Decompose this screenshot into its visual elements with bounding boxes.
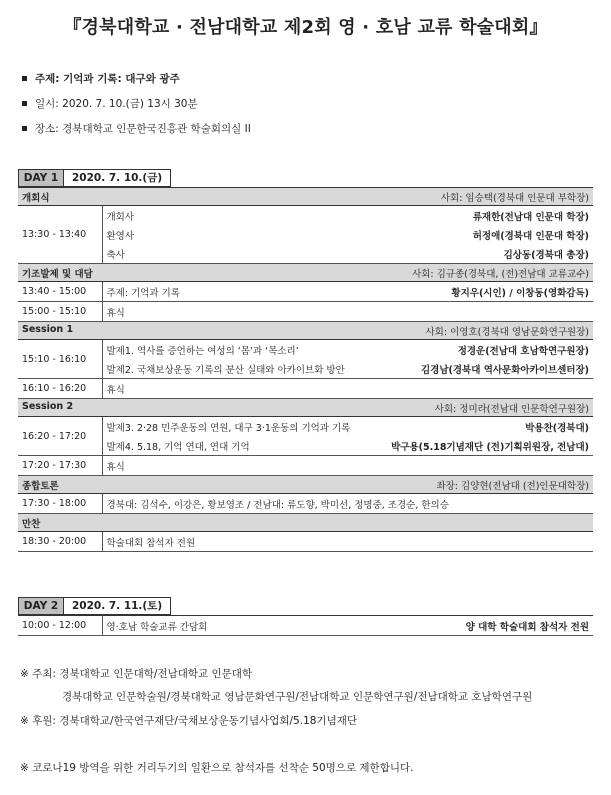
table-row: 18:30 - 20:00 학술대회 참석자 전원 xyxy=(18,532,593,552)
table-row: 17:30 - 18:00 경북대: 김석수, 이강은, 황보영조 / 전남대: 류도향, 박미선, 정명중, 조경순, 한의승 xyxy=(18,494,593,514)
table-row: 13:40 - 15:00 주제: 기억과 기록 황지우(시인) / 이창동(영화감독) xyxy=(18,282,593,302)
table-row: 16:20 - 17:20 발제3. 2·28 민주운동의 연원, 대구 3·1운동의 기억과 기록 박용찬(경북대) xyxy=(18,417,593,437)
table-row: 13:30 - 13:40 개회사 류재한(전남대 인문대 학장) xyxy=(18,206,593,226)
day-date: 2020. 7. 10.(금) xyxy=(72,172,163,184)
sponsor-note: ※ 후원: 경북대학교/한국연구재단/국채보상운동기념사업회/5.18기념재단 xyxy=(20,715,358,727)
info-topic: 주제: 기억과 기록: 대구와 광주 xyxy=(22,71,180,86)
day1-schedule-table xyxy=(18,187,593,552)
table-row: 16:10 - 16:20 휴식 xyxy=(18,379,593,399)
day-label: DAY 2 xyxy=(19,598,64,614)
table-row: 15:10 - 16:10 발제1. 역사를 증언하는 여성의 ‘몸’과 ‘목소리’ 정경운(전남대 호남학연구원장) xyxy=(18,340,593,360)
table-row: 축사 김상동(경북대 총장) xyxy=(18,244,593,264)
info-date: 일시: 2020. 7. 10.(금) 13시 30분 xyxy=(22,96,198,111)
organizer-note: ※ 주최: 경북대학교 인문대학/전남대학교 인문대학 xyxy=(20,668,253,680)
square-bullet-icon xyxy=(22,101,27,106)
section-opening: 개회식 사회: 임승택(경북대 인문대 부학장) xyxy=(18,188,593,206)
square-bullet-icon xyxy=(22,126,27,131)
day-date: 2020. 7. 11.(토) xyxy=(72,600,163,612)
table-row: 17:20 - 17:30 휴식 xyxy=(18,456,593,476)
table-row: 10:00 - 12:00 영·호남 학술교류 간담회 양 대학 학술대회 참석자 전원 xyxy=(18,616,593,636)
day2-schedule-table xyxy=(18,615,593,636)
section-session-1: Session 1 사회: 이영호(경북대 영남문화연구원장) xyxy=(18,322,593,340)
square-bullet-icon xyxy=(22,76,27,81)
section-session-2: Session 2 사회: 정미라(전남대 인문학연구원장) xyxy=(18,399,593,417)
day2-header xyxy=(18,597,171,615)
day1-header xyxy=(18,169,171,187)
table-row: 환영사 허정애(경북대 인문대 학장) xyxy=(106,230,589,242)
section-dinner: 만찬 xyxy=(18,514,593,532)
covid-note: ※ 코로나19 방역을 위한 거리두기의 일환으로 참석자를 선착순 50명으로 제한합니다. xyxy=(20,762,414,774)
section-keynote: 기조발제 및 대담 사회: 김규종(경북대, (전)전남대 교류교수) xyxy=(18,264,593,282)
day-label: DAY 1 xyxy=(19,170,64,186)
table-row: 발제2. 국채보상운동 기록의 분산 실태와 아카이브화 방안 김경남(경북대 역사문화아카이브센터장) xyxy=(18,359,593,379)
table-row: 15:00 - 15:10 휴식 xyxy=(18,302,593,322)
page-title: 『경북대학교 · 전남대학교 제2회 영 · 호남 교류 학술대회』 xyxy=(63,17,548,38)
section-discussion: 종합토론 좌장: 김양현(전남대 (전)인문대학장) xyxy=(18,476,593,494)
organizer-note-2: 경북대학교 인문학술원/경북대학교 영남문화연구원/전남대학교 인문학연구원/전남대학교 호남학연구원 xyxy=(62,691,533,703)
info-venue: 장소: 경북대학교 인문한국진흥관 학술회의실 II xyxy=(22,121,251,136)
table-row: 발제4. 5.18, 기억 연대, 연대 기억 박구용(5.18기념재단 (전)기획위원장, 전남대) xyxy=(18,436,593,456)
